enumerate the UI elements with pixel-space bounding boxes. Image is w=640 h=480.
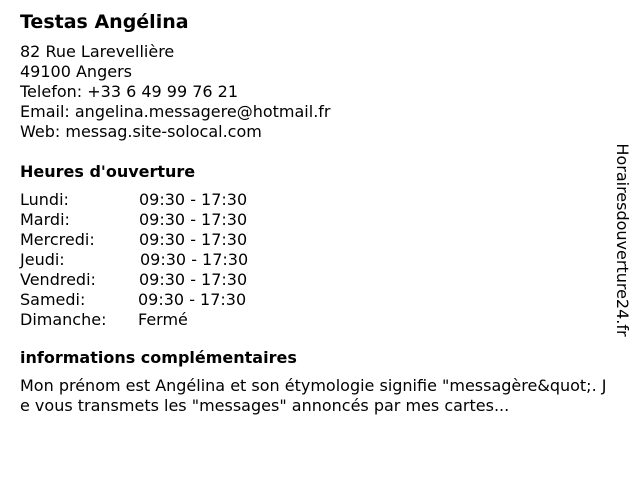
- hours-row-wednesday: [20, 230, 610, 250]
- time-value: Fermé: [138, 310, 188, 329]
- hours-row-saturday: [20, 290, 610, 310]
- address-street: 82 Rue Larevellière: [20, 42, 175, 61]
- time-value: 09:30 - 17:30: [140, 250, 249, 269]
- hours-row-tuesday: [20, 210, 610, 230]
- business-name: Testas Angélina: [20, 11, 189, 33]
- time-value: 09:30 - 17:30: [139, 190, 248, 209]
- day-label: Mardi:: [20, 210, 70, 229]
- business-card: [20, 10, 610, 416]
- time-value: 09:30 - 17:30: [138, 290, 247, 309]
- web-line: Web: messag.site-solocal.com: [20, 122, 262, 141]
- contact-block: [20, 42, 610, 142]
- info-text: Mon prénom est Angélina et son étymologie signifie "messagère&quot;. Je vous transmets les "messages" annoncés par mes cartes...: [20, 376, 607, 415]
- hours-row-sunday: [20, 310, 610, 330]
- info-heading: informations complémentaires: [20, 348, 297, 367]
- day-label: Dimanche:: [20, 310, 107, 329]
- email-line: Email: angelina.messagere@hotmail.fr: [20, 102, 331, 121]
- day-label: Lundi:: [20, 190, 69, 209]
- day-label: Samedi:: [20, 290, 86, 309]
- hours-row-thursday: [20, 250, 610, 270]
- address-city: 49100 Angers: [20, 62, 132, 81]
- time-value: 09:30 - 17:30: [139, 210, 248, 229]
- site-watermark: Horairesdouverture24.fr: [613, 143, 632, 337]
- hours-row-friday: [20, 270, 610, 290]
- phone-line: Telefon: +33 6 49 99 76 21: [20, 82, 239, 101]
- hours-row-monday: [20, 190, 610, 210]
- time-value: 09:30 - 17:30: [139, 270, 248, 289]
- hours-table: [20, 190, 610, 330]
- time-value: 09:30 - 17:30: [139, 230, 248, 249]
- day-label: Mercredi:: [20, 230, 95, 249]
- day-label: Vendredi:: [20, 270, 96, 289]
- hours-heading: Heures d'ouverture: [20, 162, 196, 181]
- day-label: Jeudi:: [20, 250, 65, 269]
